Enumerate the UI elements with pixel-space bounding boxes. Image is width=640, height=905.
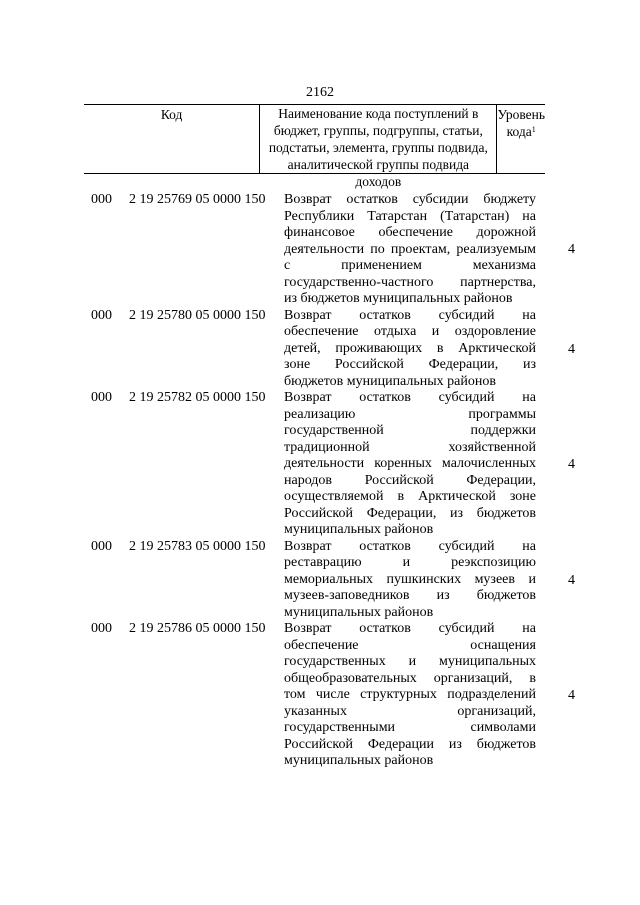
header-level-footnote: 1 xyxy=(531,125,536,134)
level-value: 4 xyxy=(568,688,575,703)
description-line: реставрацию и реэкспозицию xyxy=(284,555,536,570)
description-line: Возврат остатков субсидий на xyxy=(284,621,536,636)
admin-code: 000 xyxy=(91,621,112,636)
description-line: обеспечение оснащения xyxy=(284,637,536,653)
income-description xyxy=(284,539,536,622)
description-line: деятельности по проектам, реализуемым xyxy=(284,241,536,257)
description-line: муниципальных районов xyxy=(284,604,434,620)
table-row xyxy=(0,308,640,391)
income-description xyxy=(284,308,536,391)
table-body xyxy=(0,192,640,770)
description-line: осуществляемой в Арктической зоне xyxy=(284,489,536,504)
table-row xyxy=(0,539,640,622)
admin-code: 000 xyxy=(91,538,112,554)
header-level xyxy=(497,105,545,173)
description-line: общеобразовательных организаций, в xyxy=(284,670,536,686)
income-description xyxy=(284,390,536,539)
description-line: муниципальных районов xyxy=(284,753,434,768)
description-line: зоне Российской Федерации, из xyxy=(284,357,536,372)
description-line: детей, проживающих в Арктической xyxy=(284,340,536,356)
income-code: 2 19 25786 05 0000 150 xyxy=(129,621,266,636)
income-code: 2 19 25769 05 0000 150 xyxy=(129,192,266,207)
income-code: 2 19 25780 05 0000 150 xyxy=(129,307,266,323)
page-number: 2162 xyxy=(306,85,334,100)
table-row xyxy=(0,390,640,539)
income-description xyxy=(284,192,536,308)
description-line: Российской Федерации из бюджетов xyxy=(284,736,536,752)
table-row xyxy=(0,192,640,308)
admin-code: 000 xyxy=(91,192,112,207)
table-row xyxy=(0,621,640,770)
description-line: Российской Федерации, из бюджетов xyxy=(284,505,536,521)
header-level-label: Уровень кода xyxy=(497,107,545,139)
description-line: музеев-заповедников из бюджетов xyxy=(284,588,536,603)
description-line: государственно-частного партнерства, xyxy=(284,274,536,290)
description-line: Возврат остатков субсидии бюджету xyxy=(284,192,536,207)
level-value: 4 xyxy=(568,242,575,257)
description-line: традиционной хозяйственной xyxy=(284,439,536,455)
description-line: Возврат остатков субсидий на xyxy=(284,390,536,405)
description-line: государственной поддержки xyxy=(284,423,536,438)
admin-code: 000 xyxy=(91,390,112,405)
income-code: 2 19 25783 05 0000 150 xyxy=(129,538,266,554)
header-code: Код xyxy=(84,105,260,173)
level-value: 4 xyxy=(568,341,575,357)
description-line: государственных и муниципальных xyxy=(284,654,536,669)
table-header xyxy=(84,104,545,189)
description-line: государственными символами xyxy=(284,720,536,735)
description-line: народов Российской Федерации, xyxy=(284,472,536,488)
description-line: мемориальных пушкинских музеев и xyxy=(284,571,536,587)
description-line: финансовое обеспечение дорожной xyxy=(284,225,536,240)
description-line: бюджетов муниципальных районов xyxy=(284,373,496,389)
level-value: 4 xyxy=(568,572,575,588)
description-line: муниципальных районов xyxy=(284,522,434,537)
description-line: реализацию программы xyxy=(284,406,536,422)
description-line: Возврат остатков субсидий на xyxy=(284,307,536,323)
description-line: Возврат остатков субсидий на xyxy=(284,538,536,554)
description-line: с применением механизма xyxy=(284,258,536,273)
description-line: обеспечение отдыха и оздоровление xyxy=(284,324,536,339)
description-line: Республики Татарстан (Татарстан) на xyxy=(284,208,536,224)
description-line: деятельности коренных малочисленных xyxy=(284,456,536,471)
header-name: Наименование кода поступлений в бюджет, группы, подгруппы, статьи, подстатьи, элемента, группы подвида, аналитической группы подвида доходов xyxy=(260,105,497,173)
income-code: 2 19 25782 05 0000 150 xyxy=(129,390,266,405)
description-line: том числе структурных подразделений xyxy=(284,687,536,702)
description-line: указанных организаций, xyxy=(284,703,536,719)
admin-code: 000 xyxy=(91,307,112,323)
level-value: 4 xyxy=(568,457,575,472)
description-line: из бюджетов муниципальных районов xyxy=(284,291,513,306)
income-description xyxy=(284,621,536,770)
